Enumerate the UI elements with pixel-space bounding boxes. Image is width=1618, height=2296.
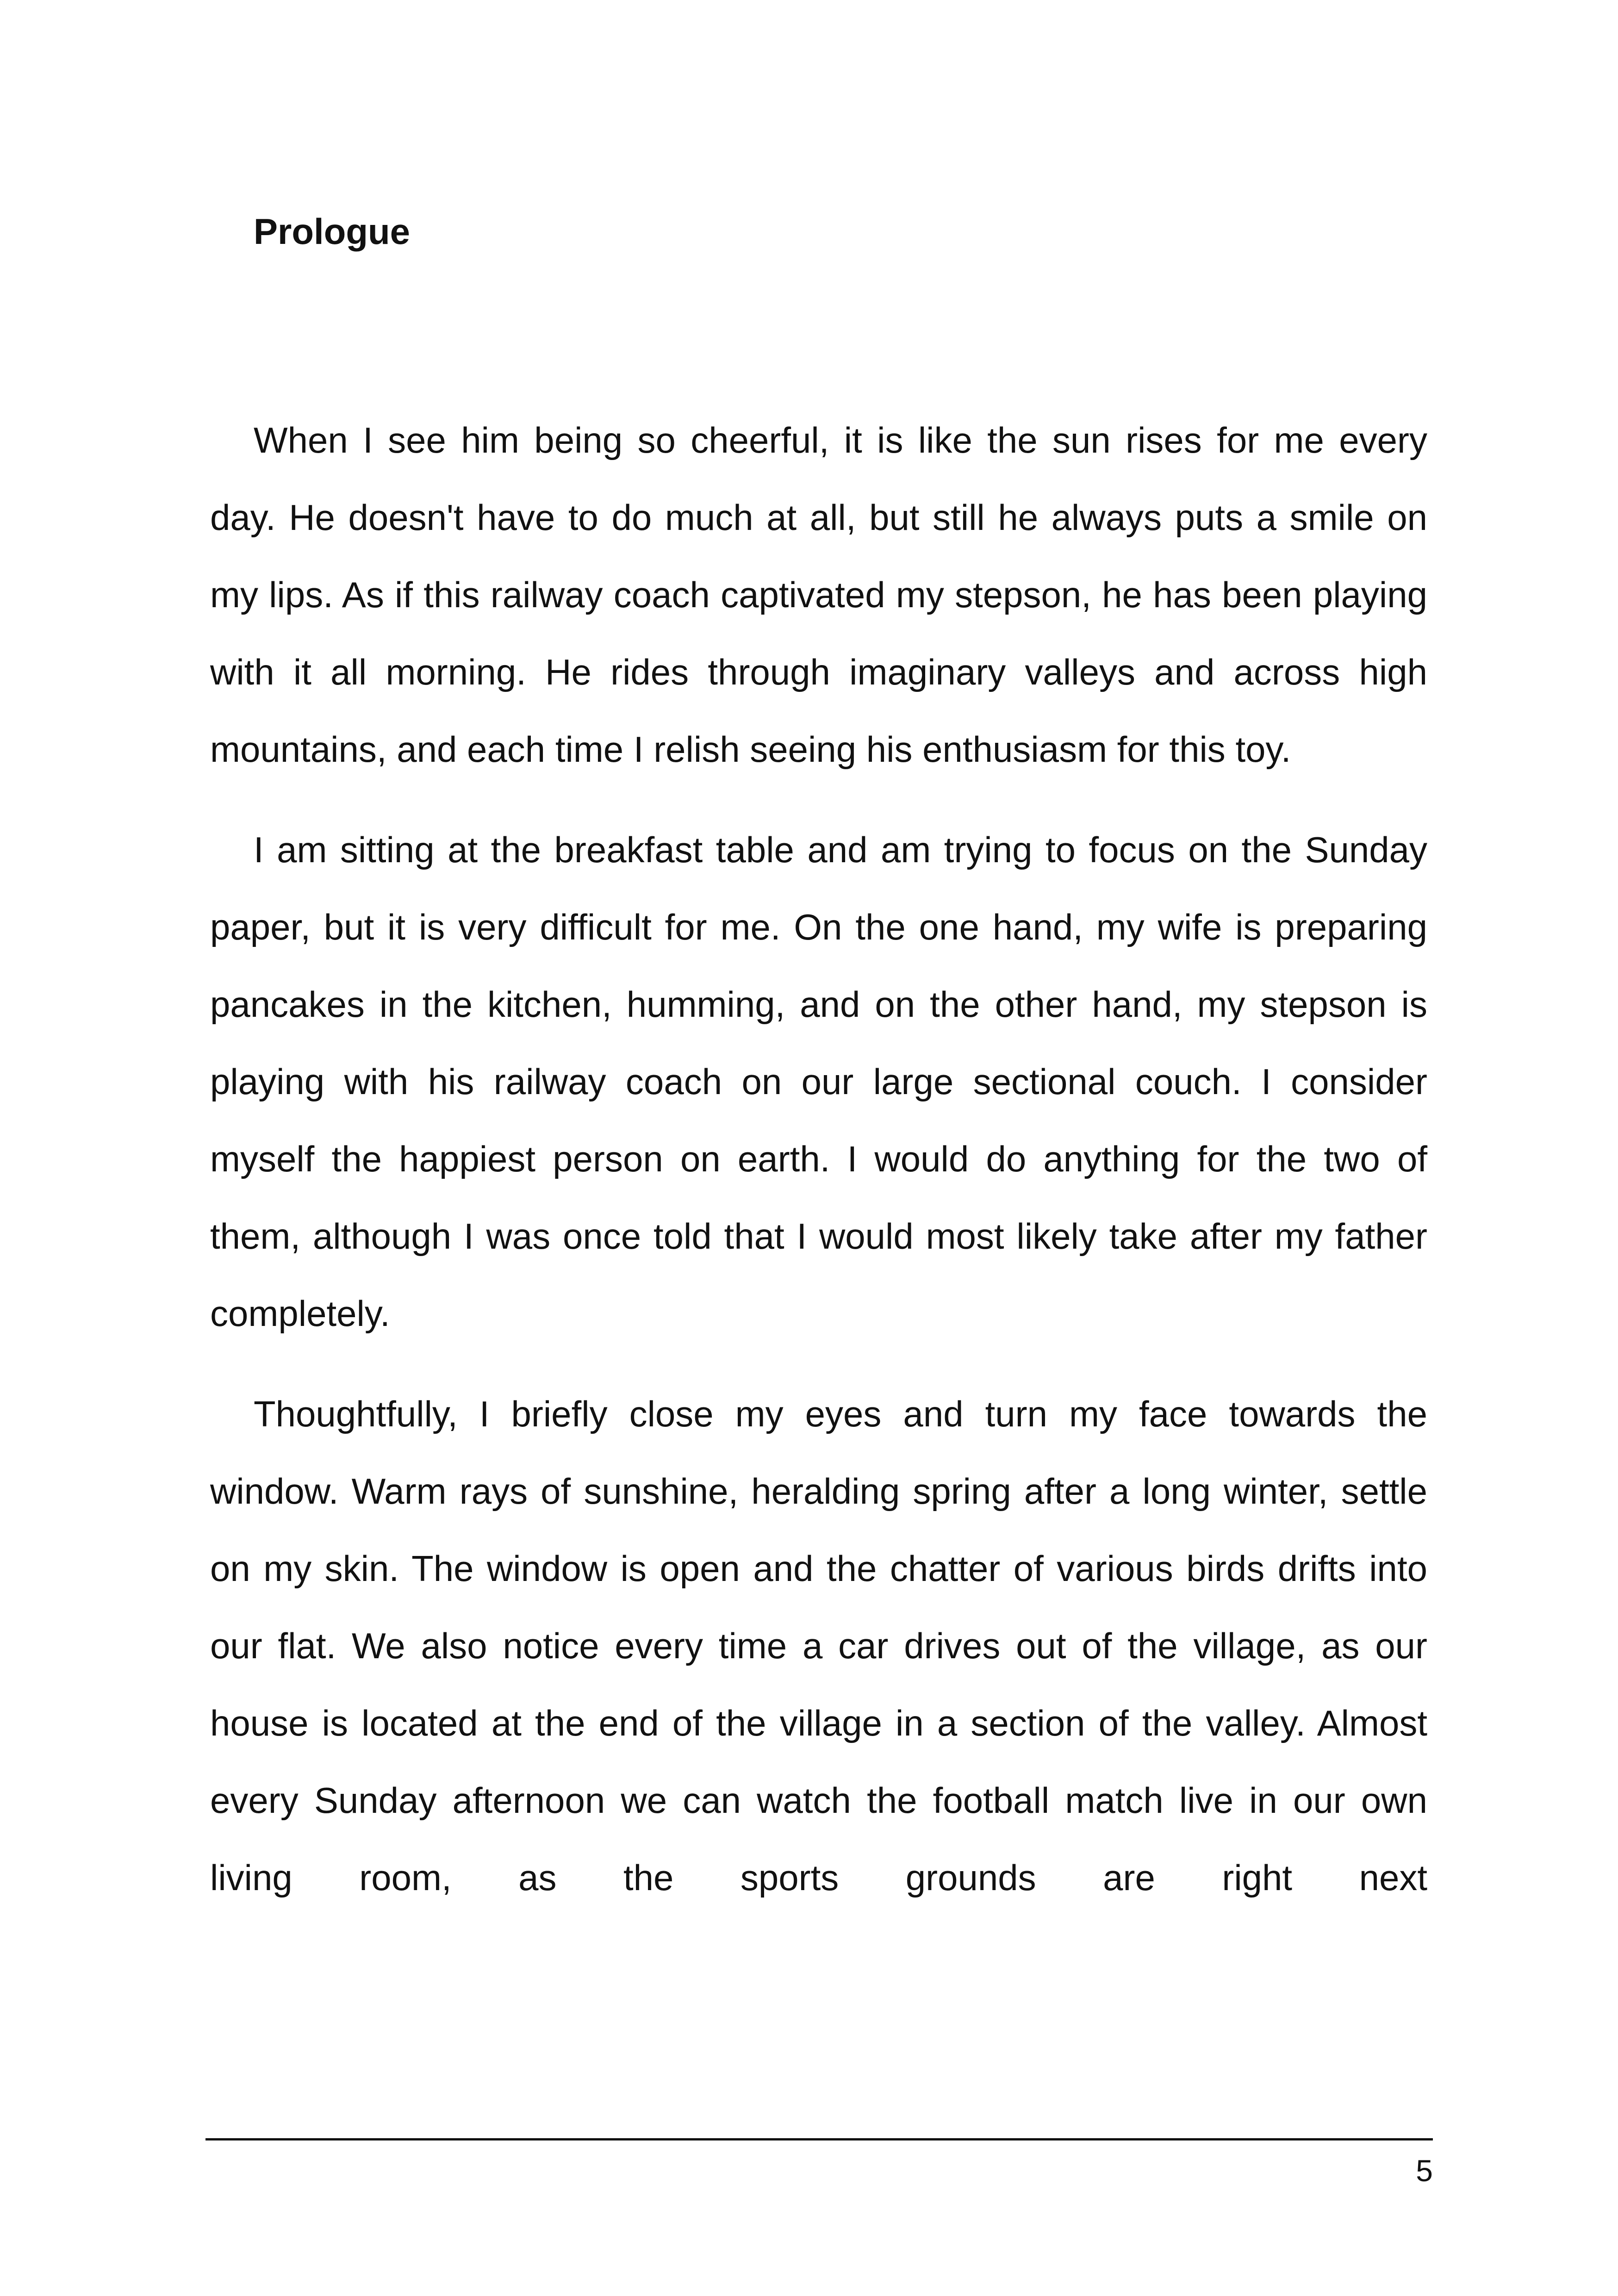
body-text [210, 402, 1427, 1916]
paragraph-3: Thoughtfully, I briefly close my eyes and turn my face towards the window. Warm rays of sunshine, heralding spring after a long winter, settle on my skin. The window is open and the chatter of various birds drifts into our flat. We also notice every time a car drives out of the village, as our house is located at the end of the village in a section of the valley. Almost every Sunday afternoon we can watch the football match live in our own living room, as the sports grounds are right next [210, 1394, 1427, 1898]
page-number: 5 [1416, 2153, 1433, 2188]
paragraph-2: I am sitting at the breakfast table and am trying to focus on the Sunday paper, but it is very difficult for me. On the one hand, my wife is preparing pancakes in the kitchen, humming, and on the other hand, my stepson is playing with his railway coach on our large sectional couch. I consider myself the happiest person on earth. I would do anything for the two of them, although I was once told that I would most likely take after my father completely. [210, 829, 1427, 1334]
chapter-title: Prologue [254, 211, 411, 252]
paragraph-1: When I see him being so cheerful, it is like the sun rises for me every day. He doesn't have to do much at all, but still he always puts a smile on my lips. As if this railway coach captivated my stepson, he has been playing with it all morning. He rides through imaginary valleys and across high mountains, and each time I relish seeing his enthusiasm for this toy. [210, 420, 1427, 770]
footer-divider [205, 2138, 1433, 2140]
